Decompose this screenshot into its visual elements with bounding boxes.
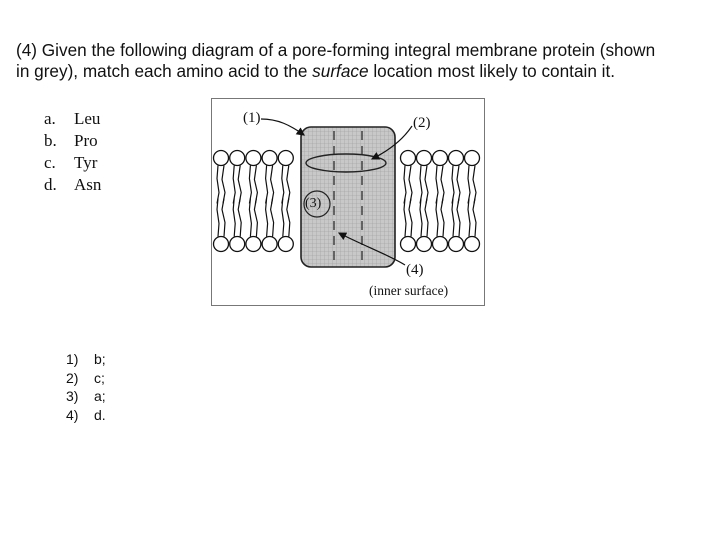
lipid-tail (271, 199, 274, 237)
lipid-tail (425, 199, 428, 237)
answer-row (66, 406, 106, 425)
lipid-tail (473, 199, 476, 237)
answer-text: d. (94, 406, 106, 423)
lipid-head (230, 237, 245, 252)
question-emphasis-surface: surface (312, 61, 369, 81)
answer-row (66, 350, 106, 369)
lipid-head (230, 151, 245, 166)
lipid-head (246, 151, 261, 166)
lipid-tail (425, 166, 428, 204)
lipid-tail (404, 199, 406, 237)
option-label: Tyr (74, 153, 98, 172)
lipid-tail (457, 199, 460, 237)
lipid-tail (441, 166, 444, 204)
lipid-head (417, 237, 432, 252)
lipid-tail (249, 199, 251, 237)
lipid-tail (249, 166, 251, 204)
option-letter: b. (44, 131, 57, 150)
question-text (16, 40, 706, 82)
question-number: (4) (16, 40, 38, 60)
lipid-tail (282, 166, 284, 204)
lipid-tail (238, 166, 241, 204)
lipid-head (262, 237, 277, 252)
lipid-tail (282, 199, 284, 237)
answer-text: a; (94, 388, 106, 404)
membrane-protein-diagram (211, 98, 485, 306)
lipid-tail (254, 166, 257, 204)
option-letter: a. (44, 109, 56, 128)
option-c (44, 152, 101, 174)
lipid-tail (457, 166, 460, 204)
lipid-tail (217, 166, 219, 204)
lipid-tail (238, 199, 241, 237)
lipid-tail (266, 199, 268, 237)
lipid-tail (409, 166, 412, 204)
option-b (44, 130, 101, 152)
lipid-tail (404, 166, 406, 204)
lipid-tail (287, 166, 290, 204)
answer-text: b; (94, 351, 106, 367)
lipid-tail (436, 166, 438, 204)
lipid-tail (468, 166, 470, 204)
option-label: Leu (74, 109, 101, 128)
lipid-head (401, 237, 416, 252)
lipid-head (401, 151, 416, 166)
option-letter: d. (44, 175, 57, 194)
lipid-tail (468, 199, 470, 237)
lipid-head (433, 151, 448, 166)
label-3: (3) (305, 196, 322, 211)
answer-text: c; (94, 369, 105, 386)
lipid-head (214, 237, 229, 252)
lipid-tail (287, 199, 290, 237)
question-line-2 (16, 61, 706, 82)
lipid-head (465, 151, 480, 166)
lipid-head (262, 151, 277, 166)
lipid-head (214, 151, 229, 166)
label-2: (2) (413, 115, 431, 131)
answer-number: 3) (66, 388, 79, 404)
answer-number: 4) (66, 406, 79, 423)
lipid-tail (222, 166, 225, 204)
lipid-tail (473, 166, 476, 204)
option-a (44, 108, 101, 130)
answer-row (66, 369, 106, 388)
lipid-head (433, 237, 448, 252)
label-1: (1) (243, 110, 261, 126)
lipid-tail (420, 199, 422, 237)
question-line-2-after: location most likely to contain it. (373, 61, 616, 81)
option-letter: c. (44, 153, 56, 172)
question-line-1 (16, 40, 706, 61)
lipid-tail (266, 166, 268, 204)
lipid-tail (452, 199, 454, 237)
lipid-tail (436, 199, 438, 237)
lipid-head (278, 237, 293, 252)
lipid-tail (233, 166, 235, 204)
option-label: Pro (74, 131, 98, 150)
answer-list (66, 350, 106, 424)
lipid-tail (233, 199, 235, 237)
answer-number: 2) (66, 369, 79, 386)
option-d (44, 174, 101, 196)
lipid-head (417, 151, 432, 166)
answer-number: 1) (66, 351, 79, 367)
label-4-caption: (inner surface) (369, 283, 449, 298)
lipid-tail (217, 199, 219, 237)
lipid-tail (420, 166, 422, 204)
lipid-head (449, 237, 464, 252)
lipid-tail (222, 199, 225, 237)
lipid-tail (409, 199, 412, 237)
question-line-1-text: Given the following diagram of a pore-forming integral membrane protein (shown (41, 40, 656, 60)
lipid-tail (271, 166, 274, 204)
arrow-1 (261, 119, 304, 135)
answer-row (66, 387, 106, 406)
amino-acid-options (44, 108, 101, 196)
label-4: (4) (406, 262, 424, 278)
membrane-svg (212, 99, 484, 305)
lipid-head (246, 237, 261, 252)
lipid-head (465, 237, 480, 252)
lipid-tail (254, 199, 257, 237)
lipid-head (278, 151, 293, 166)
lipid-tail (441, 199, 444, 237)
option-label: Asn (74, 175, 102, 194)
lipid-tail (452, 166, 454, 204)
lipid-head (449, 151, 464, 166)
question-line-2-before: in grey), match each amino acid to the (16, 61, 308, 81)
